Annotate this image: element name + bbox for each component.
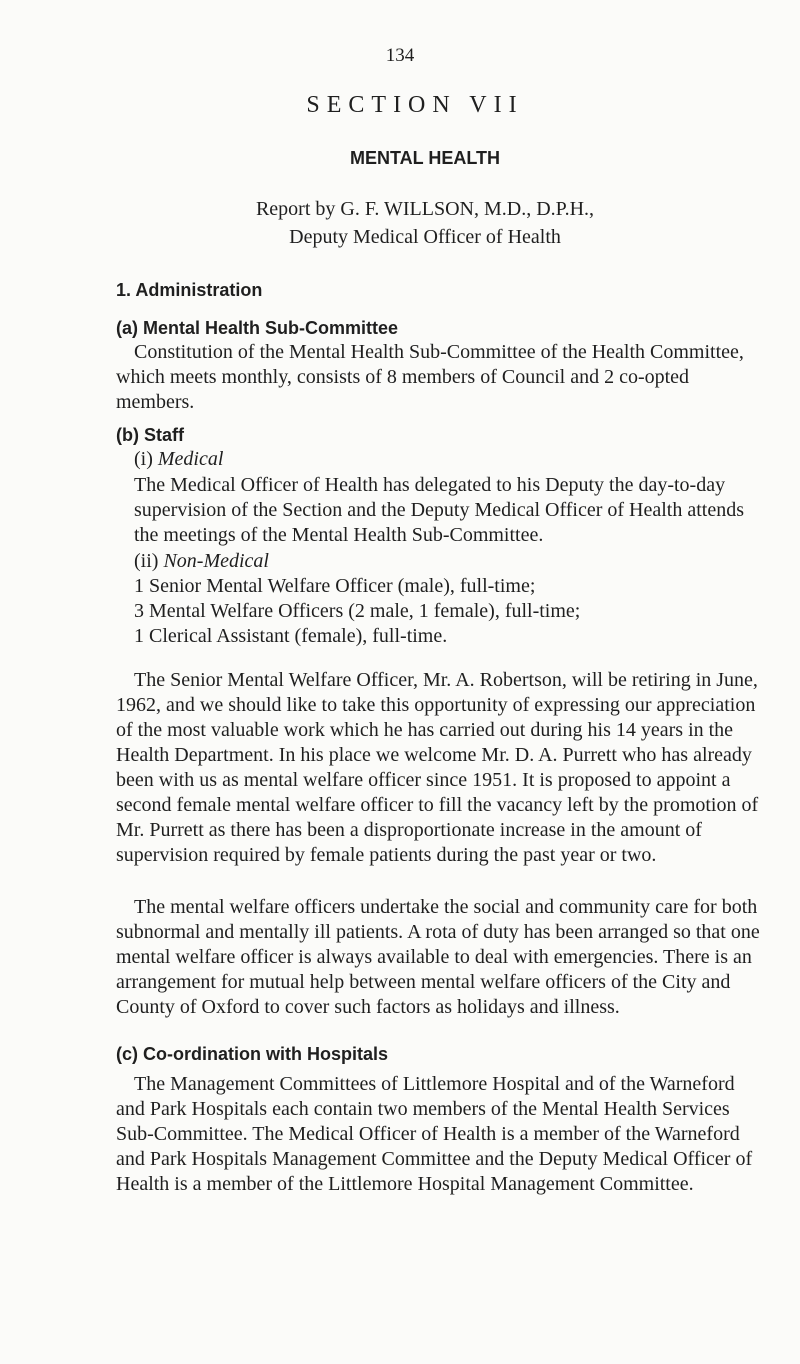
senior-officer-paragraph — [116, 668, 766, 868]
medical-label: (i) — [134, 448, 153, 470]
coordination-heading: (c) Co-ordination with Hospitals — [116, 1044, 388, 1064]
subcommittee-heading: (a) Mental Health Sub-Committee — [116, 318, 399, 338]
staff-list-item: 1 Senior Mental Welfare Officer (male), full-time; — [134, 575, 536, 597]
senior-officer-text: The Senior Mental Welfare Officer, Mr. A. Robertson, will be retiring in June, 1962, and we should like to take this opportunity of expressing our appreciation of the most valuable work which he has carried out during his 14 years in the Health Department. In his place we welcome Mr. D. A. Purrett who has already been with us as mental welfare officer since 1951. It is proposed to appoint a second female mental welfare officer to fill the vacancy left by the promotion of Mr. Purrett as there has been a disproportionate increase in the amount of supervision required by female patients during the past year or two. — [116, 669, 759, 866]
staff-list-item: 3 Mental Welfare Officers (2 male, 1 female), full-time; — [134, 600, 581, 622]
subcommittee-text: Constitution of the Mental Health Sub-Committee of the Health Committee, which meets monthly, consists of 8 members of Council and 2 co-opted members. — [116, 341, 744, 413]
staff-list — [134, 574, 694, 649]
section-title: SECTION VII — [306, 92, 524, 118]
report-author: Report by G. F. WILLSON, M.D., D.P.H., — [255, 198, 595, 220]
staff-heading: (b) Staff — [116, 425, 184, 445]
coordination-paragraph — [116, 1072, 766, 1197]
page-number: 134 — [385, 45, 415, 66]
welfare-text: The mental welfare officers undertake the social and community care for both subnormal and mentally ill patients. A rota of duty has been arranged so that one mental welfare officer is always available to deal with emergencies. There is an arrangement for mutual help between mental welfare officers of the City and County of Oxford to cover such factors as holidays and illness. — [116, 896, 760, 1018]
nonmedical-label-row — [134, 550, 269, 573]
main-title: MENTAL HEALTH — [350, 148, 500, 168]
medical-label-row — [134, 448, 223, 471]
report-role: Deputy Medical Officer of Health — [289, 226, 561, 248]
nonmedical-title: Non-Medical — [163, 550, 269, 572]
subcommittee-paragraph — [116, 340, 766, 415]
coordination-text: The Management Committees of Littlemore Hospital and of the Warneford and Park Hospitals each contain two members of the Mental Health Services Sub-Committee. The Medical Officer of Health is a member of the Warneford and Park Hospitals Management Committee and the Deputy Medical Officer of Health is a member of the Littlemore Hospital Management Committee. — [116, 1073, 753, 1195]
medical-paragraph: The Medical Officer of Health has delegated to his Deputy the day-to-day supervision of the Section and the Deputy Medical Officer of Health attends the meetings of the Mental Health Sub-Committee. — [134, 474, 745, 546]
medical-title: Medical — [157, 448, 224, 470]
administration-heading: 1. Administration — [116, 280, 263, 300]
welfare-paragraph — [116, 895, 766, 1020]
staff-list-item: 1 Clerical Assistant (female), full-time. — [134, 625, 448, 647]
nonmedical-label: (ii) — [134, 550, 159, 572]
